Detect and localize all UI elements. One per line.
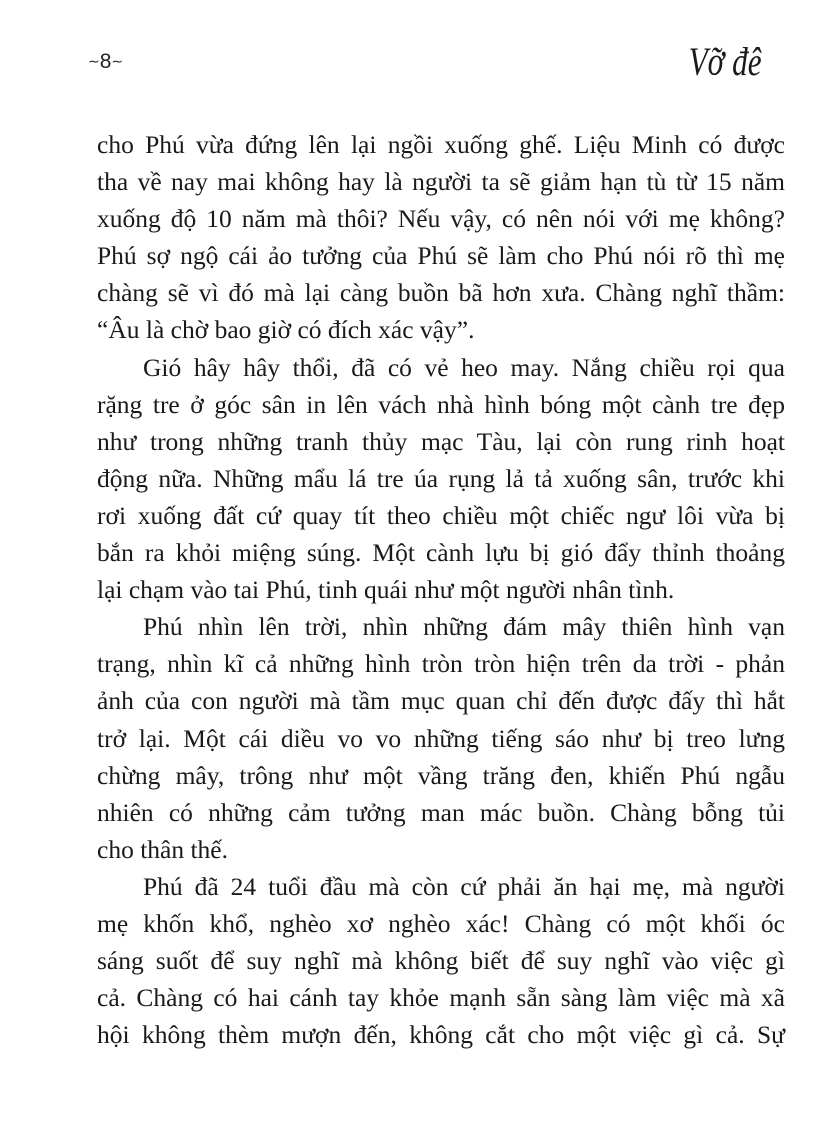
text-line: như trong những tranh thủy mạc Tàu, lại còn rung rinh hoạt xyxy=(97,426,785,456)
text-line: tha về nay mai không hay là người ta sẽ giảm hạn tù từ 15 năm xyxy=(97,167,785,197)
ornament-left-icon: ∼ xyxy=(88,54,100,70)
text-line: trạng, nhìn kĩ cả những hình tròn tròn hiện trên da trời - phản xyxy=(97,649,785,679)
text-line: ảnh của con người mà tầm mục quan chỉ đến được đấy thì hắt xyxy=(97,686,785,716)
text-line: hội không thèm mượn đến, không cắt cho một việc gì cả. Sự xyxy=(97,1020,785,1050)
text-line: sáng suốt để suy nghĩ mà không biết để suy nghĩ vào việc gì xyxy=(97,946,785,976)
text-line: “Âu là chờ bao giờ có đích xác vậy”. xyxy=(97,315,475,345)
text-line: Gió hây hây thổi, đã có vẻ heo may. Nắng chiều rọi qua xyxy=(143,352,785,382)
text-line: động nữa. Những mẩu lá tre úa rụng lả tả xuống sân, trước khi xyxy=(97,463,785,493)
text-line: mẹ khốn khổ, nghèo xơ nghèo xác! Chàng có một khối óc xyxy=(97,908,785,938)
ornament-right-icon: ∼ xyxy=(111,54,124,70)
text-line: chàng sẽ vì đó mà lại càng buồn bã hơn xưa. Chàng nghĩ thầm: xyxy=(97,278,785,308)
text-line: nhiên có những cảm tưởng man mác buồn. Chàng bỗng tủi xyxy=(97,797,785,827)
running-title: Vỡ đê xyxy=(689,39,762,84)
text-line: Phú nhìn lên trời, nhìn những đám mây thiên hình vạn xyxy=(143,612,785,642)
text-line: cả. Chàng có hai cánh tay khỏe mạnh sẵn sàng làm việc mà xã xyxy=(97,983,785,1013)
paragraph-1 xyxy=(97,126,785,349)
text-line: Phú đã 24 tuổi đầu mà còn cứ phải ăn hại mẹ, mà người xyxy=(143,871,785,901)
body-text xyxy=(97,126,785,1053)
text-line: chừng mây, trông như một vầng trăng đen, khiến Phú ngẫu xyxy=(97,760,785,790)
text-line: cho Phú vừa đứng lên lại ngồi xuống ghế. Liệu Minh có được xyxy=(97,130,785,159)
text-line: rơi xuống đất cứ quay tít theo chiều một chiếc ngư lôi vừa bị xyxy=(97,500,785,530)
page-header xyxy=(0,0,832,110)
paragraph-3 xyxy=(97,608,785,868)
page-number xyxy=(88,50,123,74)
page-number-value: 8 xyxy=(99,50,112,73)
text-line: rặng tre ở góc sân in lên vách nhà hình bóng một cành tre đẹp xyxy=(97,389,785,419)
text-line: lại chạm vào tai Phú, tinh quái như một người nhân tình. xyxy=(97,575,675,605)
paragraph-2 xyxy=(97,349,785,609)
text-line: Phú sợ ngộ cái ảo tưởng của Phú sẽ làm cho Phú nói rõ thì mẹ xyxy=(97,241,785,271)
text-line: cho thân thế. xyxy=(97,834,228,864)
text-line: trở lại. Một cái diều vo vo những tiếng sáo như bị treo lưng xyxy=(97,723,785,753)
paragraph-4 xyxy=(97,868,785,1053)
text-line: bắn ra khỏi miệng súng. Một cành lựu bị gió đẩy thỉnh thoảng xyxy=(97,538,785,568)
text-line: xuống độ 10 năm mà thôi? Nếu vậy, có nên nói với mẹ không? xyxy=(97,204,785,234)
